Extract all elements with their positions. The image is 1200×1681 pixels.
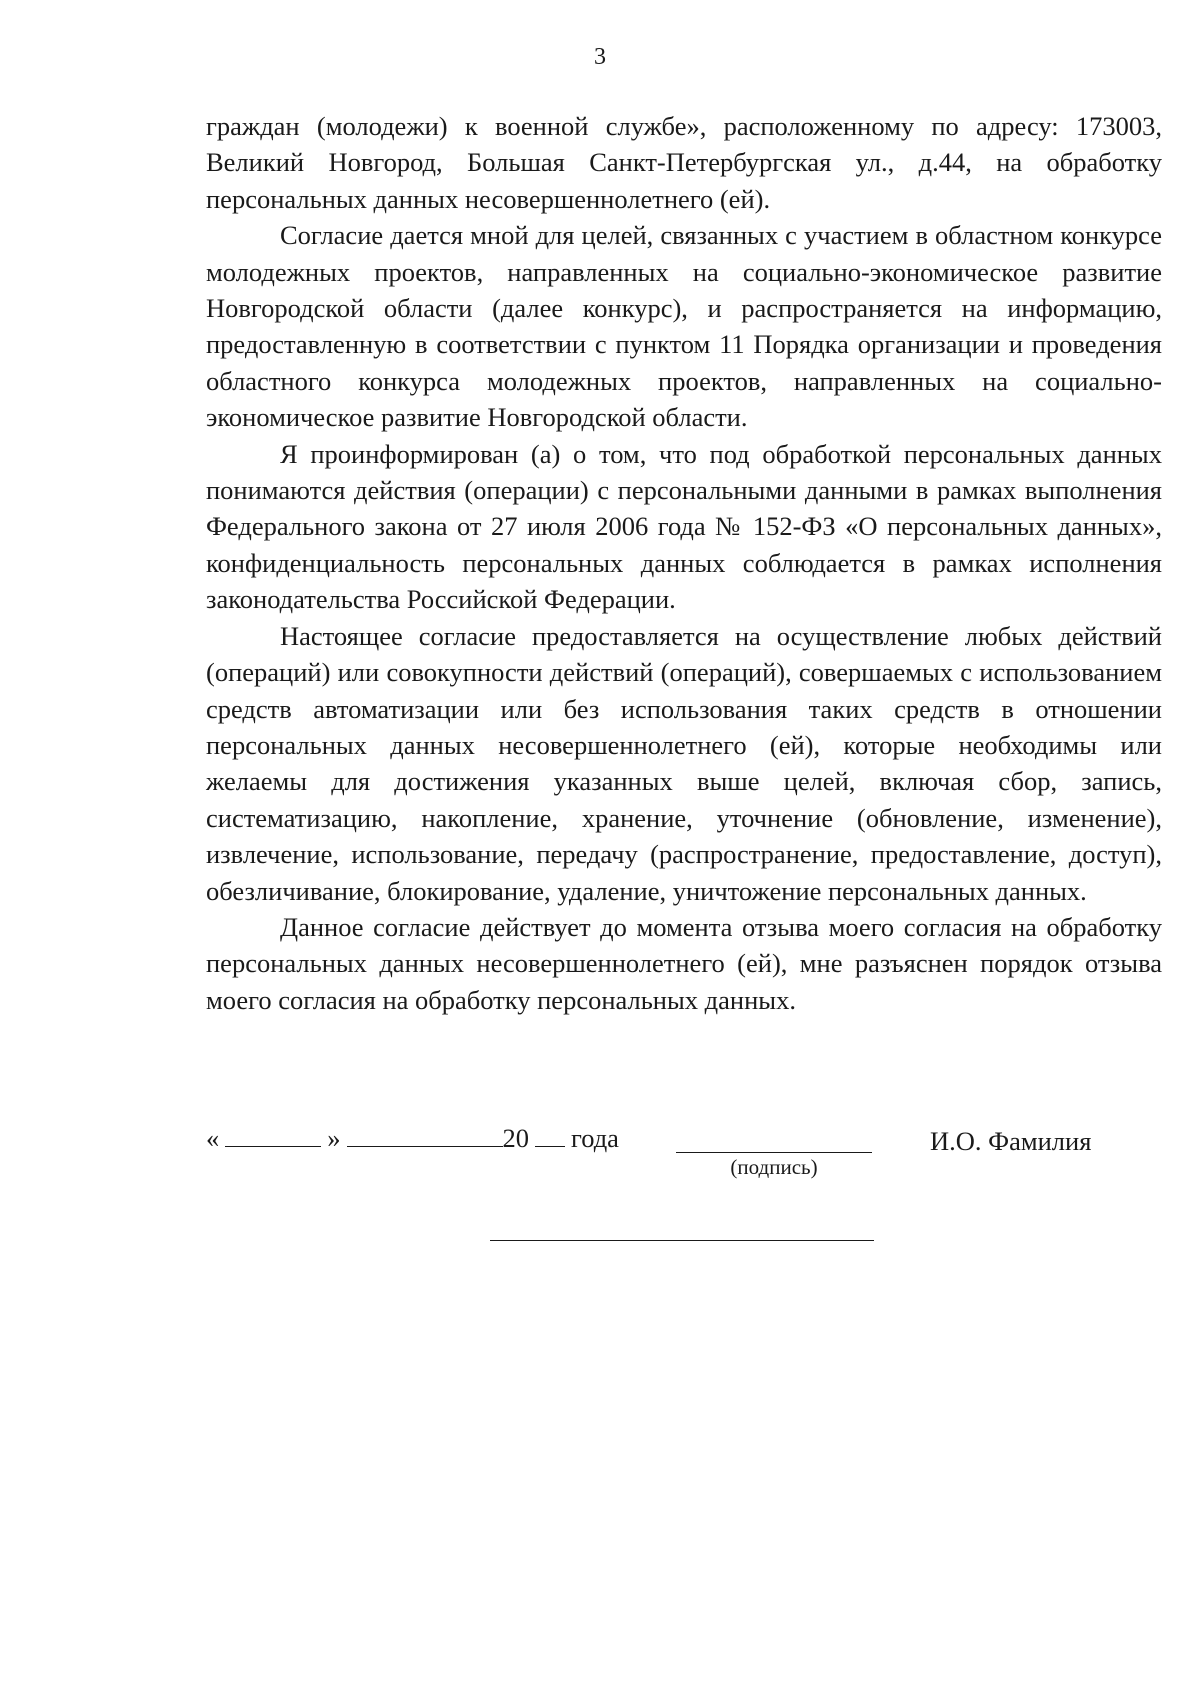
signature-row [206, 1122, 1136, 1182]
signature-field [676, 1122, 872, 1180]
paragraph-5: Данное согласие действует до момента отзыва моего согласия на обработку персональных данных несовершеннолетнего (ей), мне разъяснен порядок отзыва моего согласия на обработку персональных данных. [206, 911, 1162, 1015]
day-blank [225, 1122, 321, 1147]
document-body [206, 108, 1162, 1018]
paragraph-4: Настоящее согласие предоставляется на осуществление любых действий (операций) или совокупности действий (операций), совершаемых с использованием средств автоматизации или без использования таких средств в отношении персональных данных несовершеннолетнего (ей), которые необходимы или желаемы для достижения указанных выше целей, включая сбор, запись, систематизацию, накопление, хранение, уточнение (обновление, изменение), извлечение, использование, передачу (распространение, предоставление, доступ), обезличивание, блокирование, удаление, уничтожение персональных данных. [206, 620, 1162, 906]
year-word: года [571, 1123, 619, 1153]
bottom-separator-line [490, 1240, 874, 1241]
month-blank [347, 1122, 503, 1147]
open-quote: « [206, 1123, 220, 1153]
signature-line [676, 1122, 872, 1153]
paragraph-1: граждан (молодежи) к военной службе», расположенному по адресу: 173003, Великий Новгород, Большая Санкт-Петербургская ул., д.44, на обработку персональных данных несовершеннолетнего (ей). [206, 111, 1162, 214]
date-field [206, 1122, 619, 1154]
century-label: 20 [502, 1123, 529, 1153]
signer-name: И.О. Фамилия [930, 1126, 1092, 1156]
paragraph-2: Согласие дается мной для целей, связанных с участием в областном конкурсе молодежных проектов, направленных на социально-экономическое развитие Новгородской области (далее конкурс), и распространяется на информацию, предоставленную в соответствии с пунктом 11 Порядка организации и проведения областного конкурса молодежных проектов, направленных на социально-экономическое развитие Новгородской области. [206, 220, 1162, 433]
year-blank [535, 1122, 565, 1147]
close-quote: » [327, 1123, 341, 1153]
page-number: 3 [594, 44, 606, 70]
paragraph-3: Я проинформирован (а) о том, что под обработкой персональных данных понимаются действия (операции) с персональными данными в рамках выполнения Федерального закона от 27 июля 2006 года № 152-ФЗ «О персональных данных», конфиденциальность персональных данных соблюдается в рамках исполнения законодательства Российской Федерации. [206, 438, 1162, 615]
signature-caption: (подпись) [730, 1155, 818, 1179]
